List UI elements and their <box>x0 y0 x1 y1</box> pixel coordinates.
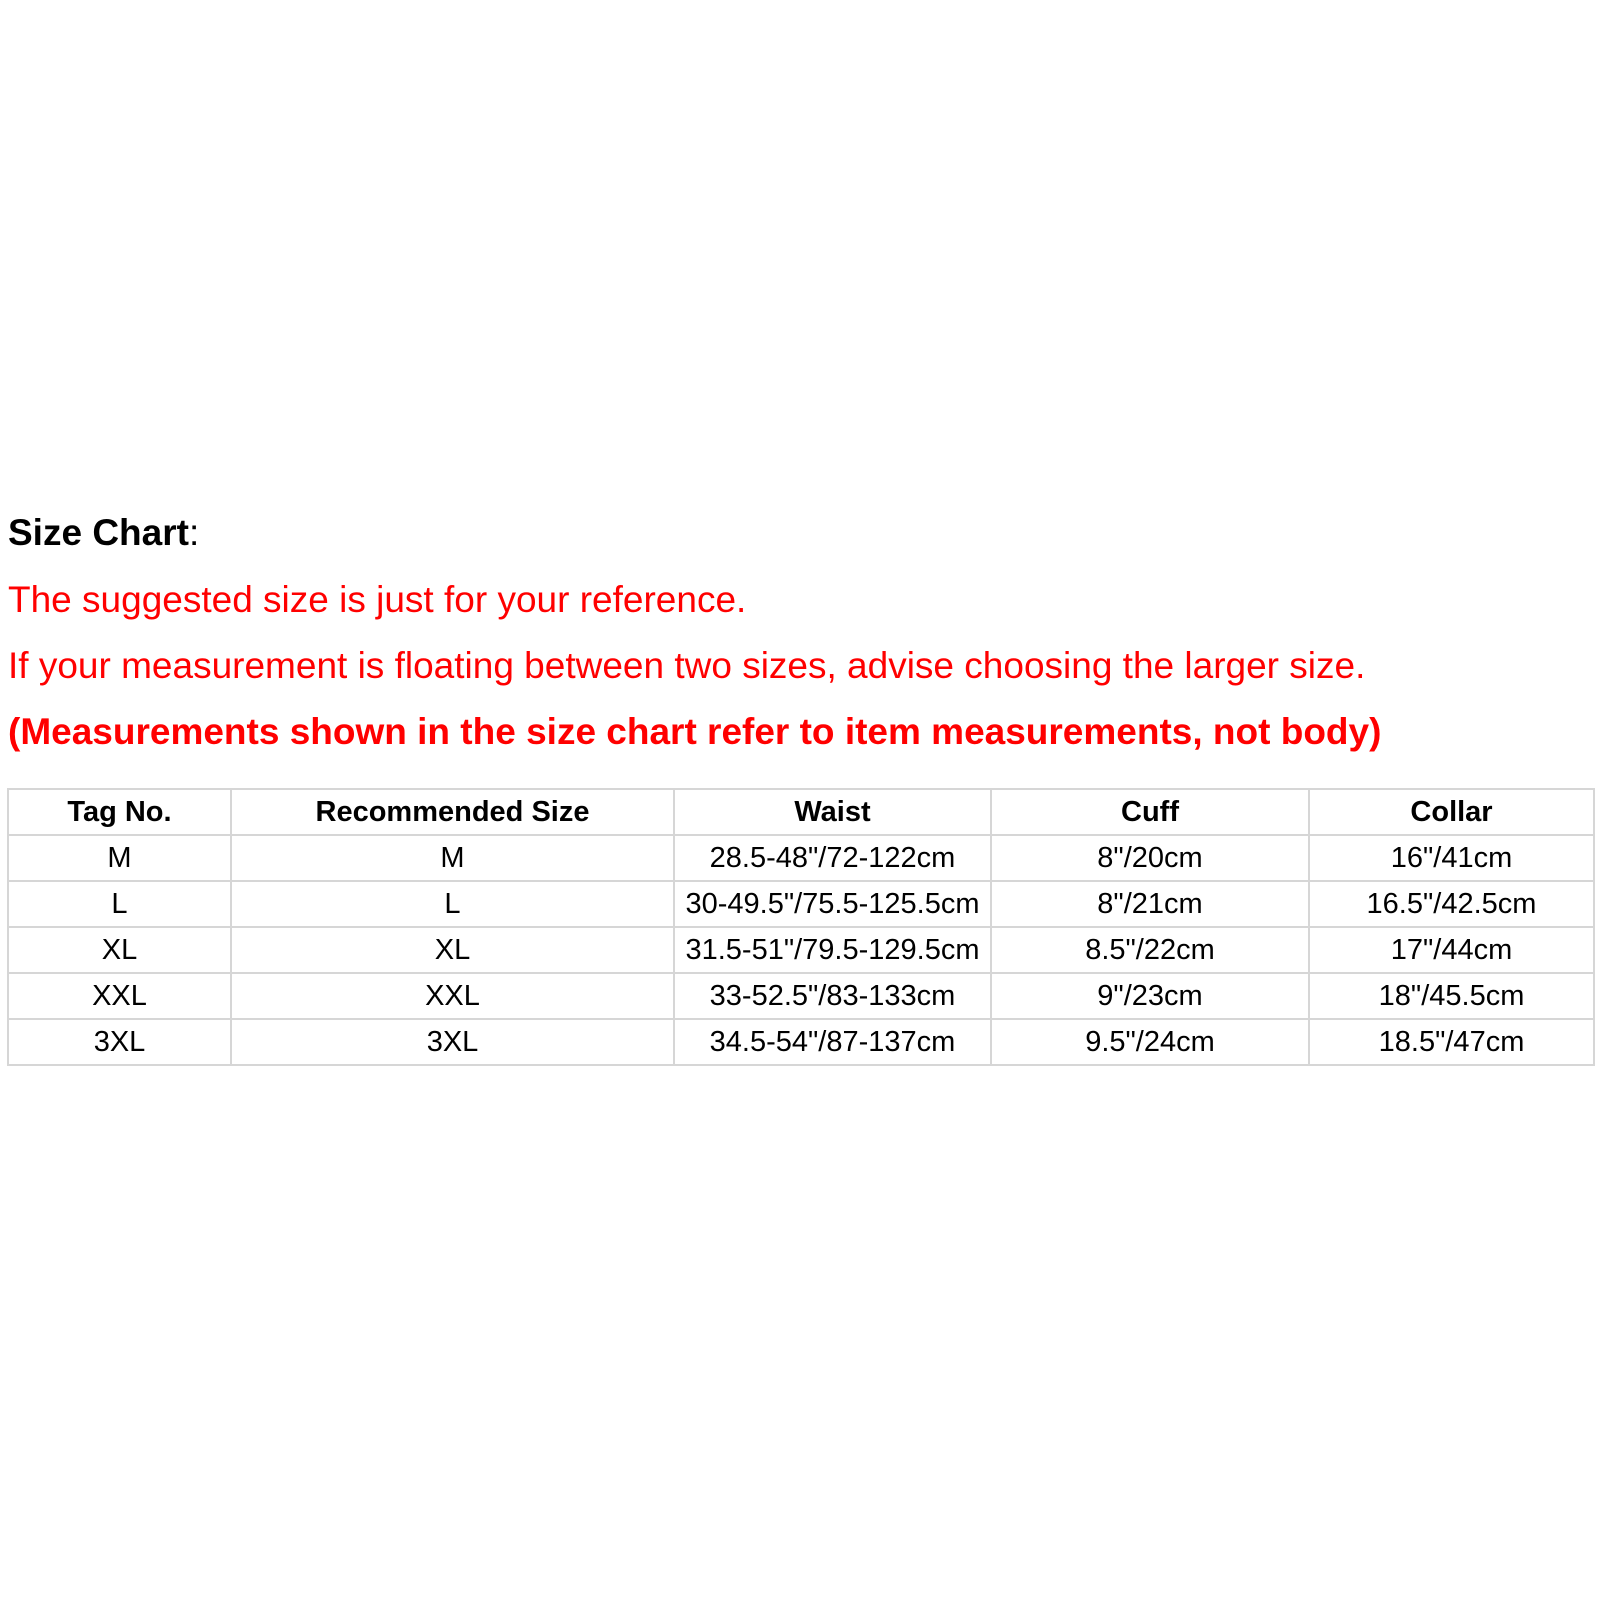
table-row <box>8 973 1594 1019</box>
reference-note: The suggested size is just for your reference. <box>8 579 747 620</box>
cell-cuff: 9"/23cm <box>991 973 1309 1019</box>
cell-tag-no: M <box>8 835 231 881</box>
cell-cuff: 8.5"/22cm <box>991 927 1309 973</box>
cell-recommended-size: M <box>231 835 674 881</box>
table-row <box>8 881 1594 927</box>
size-chart-colon: : <box>188 512 200 553</box>
cell-tag-no: XL <box>8 927 231 973</box>
cell-recommended-size: L <box>231 881 674 927</box>
size-chart-title: Size Chart <box>8 512 189 553</box>
header-collar: Collar <box>1309 789 1594 835</box>
cell-collar: 18.5"/47cm <box>1309 1019 1594 1065</box>
size-chart-section <box>8 512 1592 752</box>
cell-recommended-size: 3XL <box>231 1019 674 1065</box>
cell-collar: 17"/44cm <box>1309 927 1594 973</box>
cell-tag-no: 3XL <box>8 1019 231 1065</box>
cell-waist: 33-52.5"/83-133cm <box>674 973 991 1019</box>
cell-waist: 31.5-51"/79.5-129.5cm <box>674 927 991 973</box>
cell-waist: 30-49.5"/75.5-125.5cm <box>674 881 991 927</box>
size-table <box>7 788 1595 1066</box>
table-row <box>8 927 1594 973</box>
table-row <box>8 1019 1594 1065</box>
cell-waist: 34.5-54"/87-137cm <box>674 1019 991 1065</box>
table-header-row <box>8 789 1594 835</box>
table-row <box>8 835 1594 881</box>
header-recommended-size: Recommended Size <box>231 789 674 835</box>
cell-collar: 16.5"/42.5cm <box>1309 881 1594 927</box>
sizing-advice-note: If your measurement is floating between two sizes, advise choosing the larger size. <box>8 645 1366 686</box>
cell-cuff: 8"/21cm <box>991 881 1309 927</box>
measurement-disclaimer: (Measurements shown in the size chart refer to item measurements, not body) <box>8 711 1382 752</box>
cell-tag-no: XXL <box>8 973 231 1019</box>
cell-recommended-size: XXL <box>231 973 674 1019</box>
header-cuff: Cuff <box>991 789 1309 835</box>
cell-collar: 16"/41cm <box>1309 835 1594 881</box>
cell-cuff: 9.5"/24cm <box>991 1019 1309 1065</box>
cell-tag-no: L <box>8 881 231 927</box>
cell-collar: 18"/45.5cm <box>1309 973 1594 1019</box>
header-waist: Waist <box>674 789 991 835</box>
header-tag-no: Tag No. <box>8 789 231 835</box>
cell-recommended-size: XL <box>231 927 674 973</box>
size-chart-heading <box>8 512 1592 553</box>
cell-waist: 28.5-48"/72-122cm <box>674 835 991 881</box>
cell-cuff: 8"/20cm <box>991 835 1309 881</box>
